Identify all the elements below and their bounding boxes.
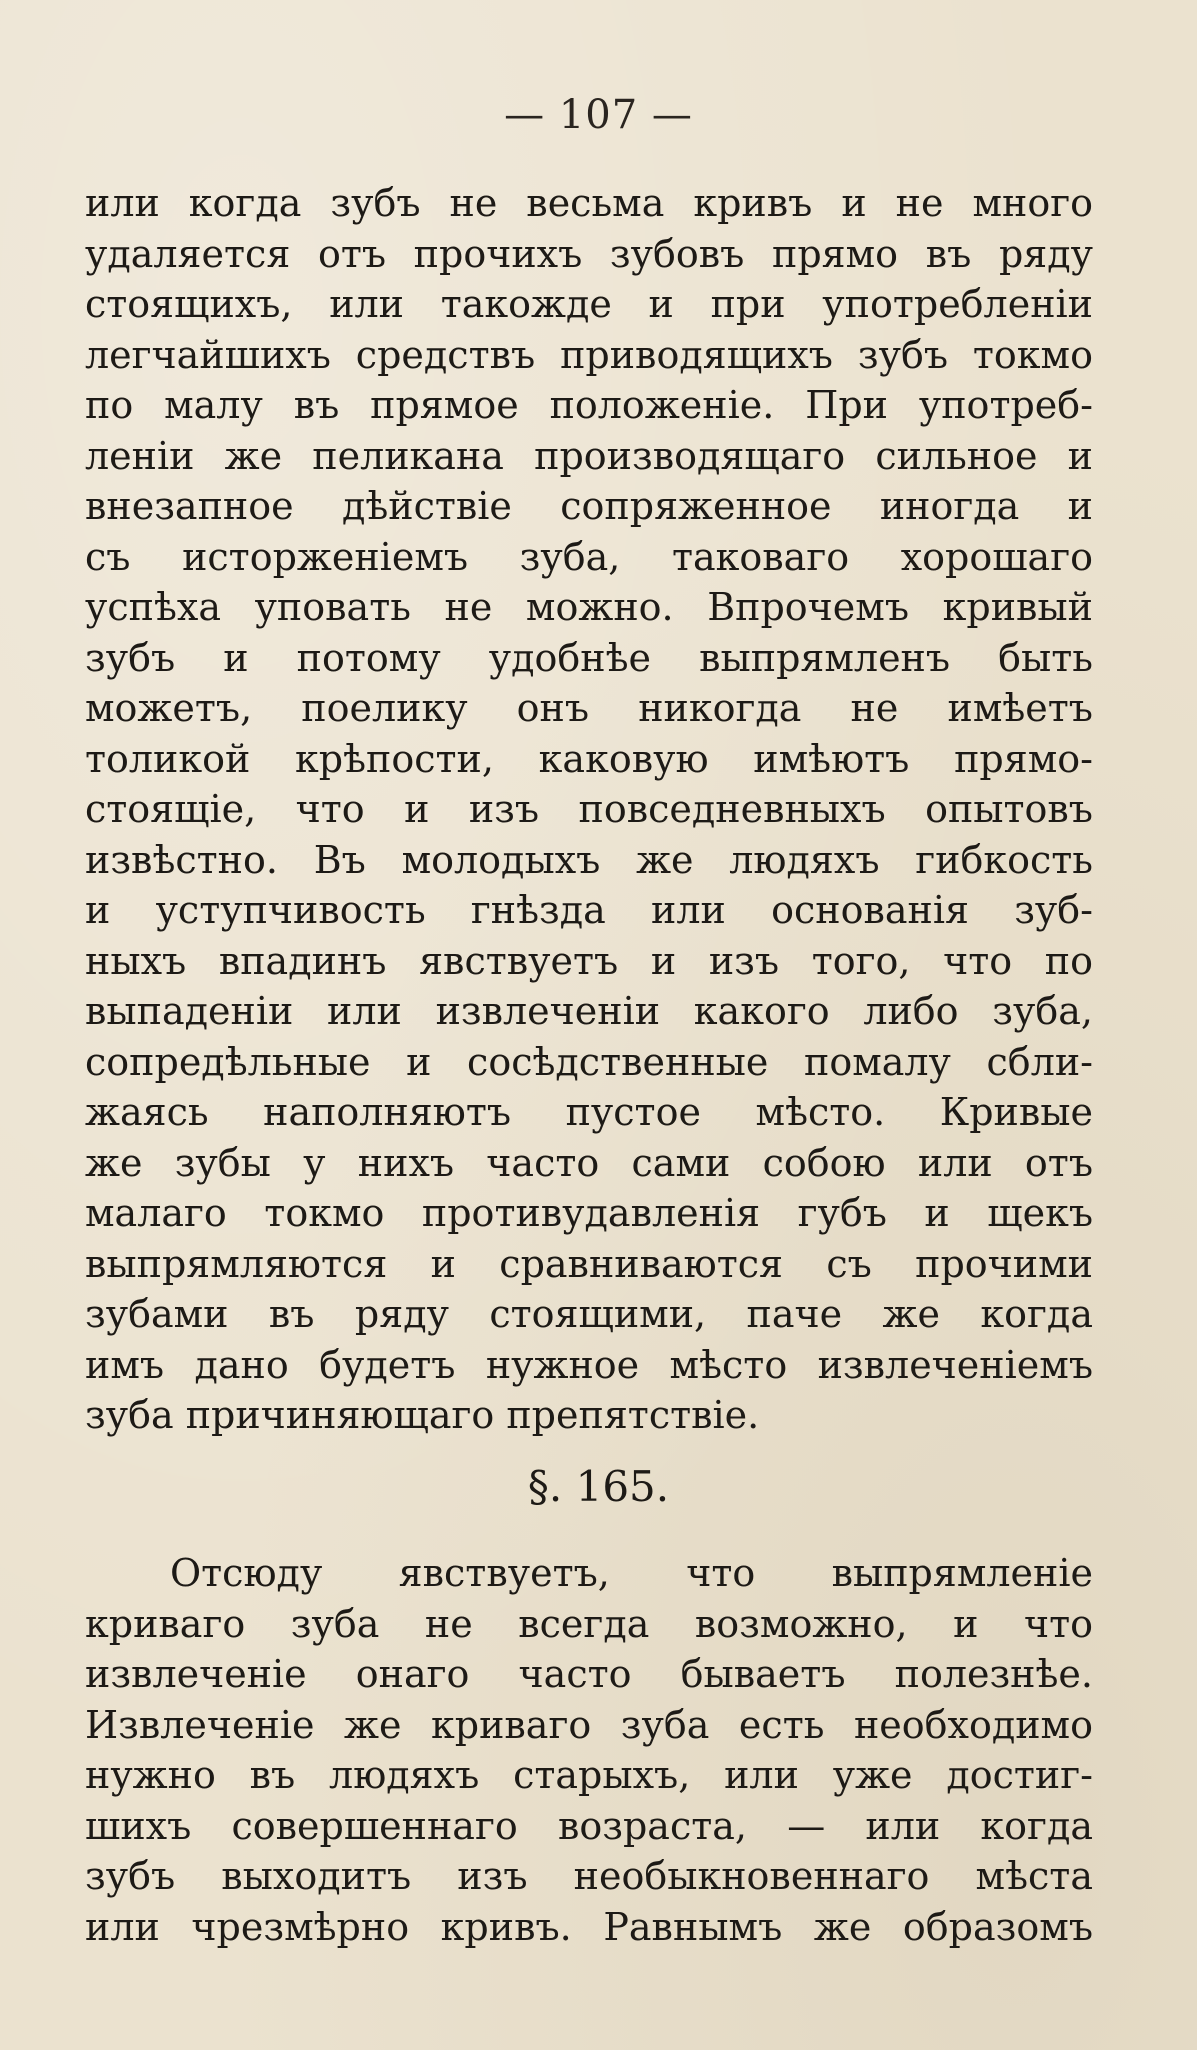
text-line: ныхъ впадинъ явствуетъ и изъ того, что по [85,938,1093,983]
text-line: или когда зубъ не весьма кривъ и не много [85,181,1093,225]
text-line: сопредѣльные и сосѣдственные помалу сбли- [85,1039,1093,1084]
text-line: или чрезмѣрно кривъ. Равнымъ же образомъ [85,1904,1093,1949]
text-line: стоящіе, что и изъ повседневныхъ опытовъ [85,787,1093,831]
text-line: криваго зуба не всегда возможно, и что [85,1601,1093,1646]
text-line: шихъ совершеннаго возраста, — или когда [85,1803,1093,1848]
text-line: удаляется отъ прочихъ зубовъ прямо въ ряду [85,231,1093,276]
text-line: имъ дано будетъ нужное мѣсто извлеченіемъ [85,1342,1093,1387]
text-line: выпаденіи или извлеченіи какого либо зуба, [85,989,1093,1033]
text-line: выпрямляются и сравниваются съ прочими [85,1241,1093,1286]
text-line: малаго токмо противудавленія губъ и щекъ [85,1191,1093,1235]
text-line: же зубы у нихъ часто сами собою или отъ [85,1140,1093,1185]
text-line: леніи же пеликана производящаго сильное и [85,433,1093,478]
paragraph-continued [85,178,1093,1441]
text-line: Извлеченіе же криваго зуба есть необходимо [85,1702,1093,1747]
paragraph-section-165 [85,1548,1093,1952]
text-line: съ исторженіемъ зуба, таковаго хорошаго [85,534,1093,579]
text-line: жаясь наполняютъ пустое мѣсто. Кривые [85,1090,1093,1134]
text-line: внезапное дѣйствіе сопряженное иногда и [85,484,1093,528]
text-line: по малу въ прямое положеніе. При употреб- [85,383,1093,427]
text-line: стоящихъ, или такожде и при употребленіи [85,282,1093,326]
text-line: зубами въ ряду стоящими, паче же когда [85,1292,1093,1336]
text-line: извлеченіе онаго часто бываетъ полезнѣе. [85,1652,1093,1696]
text-line: нужно въ людяхъ старыхъ, или уже достиг- [85,1753,1093,1797]
text-line: можетъ, поелику онъ никогда не имѣетъ [85,686,1093,730]
page-number: — 107 — [504,92,693,138]
text-line: и уступчивость гнѣзда или основанія зуб- [85,888,1093,932]
text-line: извѣстно. Въ молодыхъ же людяхъ гибкость [85,837,1093,882]
text-line: толикой крѣпости, каковую имѣютъ прямо- [85,736,1093,781]
text-line: успѣха уповать не можно. Впрочемъ кривый [85,585,1093,629]
text-line: зуба причиняющаго препятствіе. [85,1393,760,1437]
text-line: Отсюду явствуетъ, что выпрямленіе [170,1551,1093,1595]
text-line: зубъ выходитъ изъ необыкновеннаго мѣста [85,1854,1093,1898]
text-line: зубъ и потому удобнѣе выпрямленъ быть [85,635,1093,680]
section-heading: §. 165. [527,1462,670,1511]
text-line: легчайшихъ средствъ приводящихъ зубъ токмо [85,332,1093,377]
